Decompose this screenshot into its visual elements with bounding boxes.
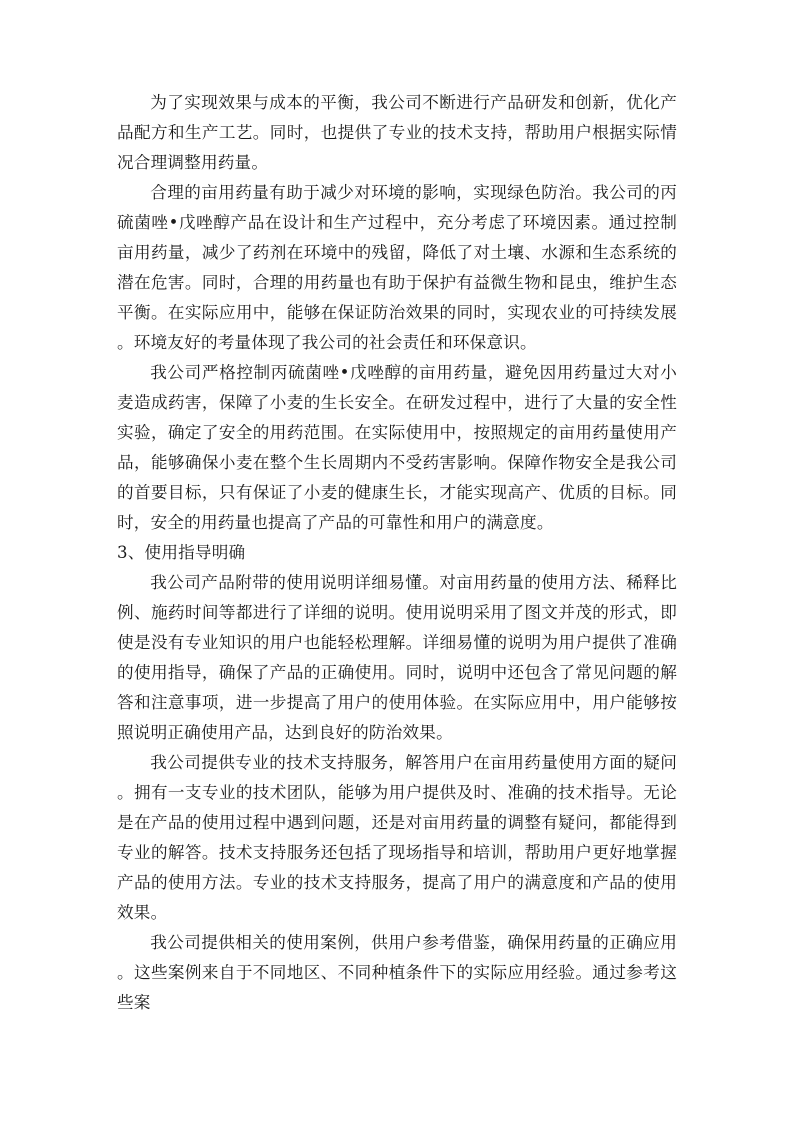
paragraph-instructions: 我公司产品附带的使用说明详细易懂。对亩用药量的使用方法、稀释比例、施药时间等都进行了详细的说明。使用说明采用了图文并茂的形式，即使是没有专业知识的用户也能轻松理解。详细易懂的说明为用户提供了准确的使用指导，确保了产品的正确使用。同时，说明中还包含了常见问题的解答和注意事项，进一步提高了用户的使用体验。在实际应用中，用户能够按照说明正确使用产品，达到良好的防治效果。 (117, 573, 677, 742)
paragraph-environment: 合理的亩用药量有助于减少对环境的影响，实现绿色防治。我公司的丙硫菌唑•戊唑醇产品在设计和生产过程中，充分考虑了环境因素。通过控制亩用药量，减少了药剂在环境中的残留，降低了对土壤、水源和生态系统的潜在危害。同时，合理的用药量也有助于保护有益微生物和昆虫，维护生态平衡。在实际应用中，能够在保证防治效果的同时，实现农业的可持续发展。环境友好的考量体现了我公司的社会责任和环保意识。 (117, 183, 677, 352)
paragraph-use-cases: 我公司提供相关的使用案例，供用户参考借鉴，确保用药量的正确应用。这些案例来自于不同地区、不同种植条件下的实际应用经验。通过参考这些案 (117, 933, 677, 1012)
document-page (117, 88, 677, 1018)
paragraph-cost-balance: 为了实现效果与成本的平衡，我公司不断进行产品研发和创新，优化产品配方和生产工艺。同时，也提供了专业的技术支持，帮助用户根据实际情况合理调整用药量。 (117, 93, 677, 172)
paragraph-crop-safety: 我公司严格控制丙硫菌唑•戊唑醇的亩用药量，避免因用药量过大对小麦造成药害，保障了小麦的生长安全。在研发过程中，进行了大量的安全性实验，确定了安全的用药范围。在实际使用中，按照规定的亩用药量使用产品，能够确保小麦在整个生长周期内不受药害影响。保障作物安全是我公司的首要目标，只有保证了小麦的健康生长，才能实现高产、优质的目标。同时，安全的用药量也提高了产品的可靠性和用户的满意度。 (117, 363, 677, 532)
section-heading-usage-guidance: 3、使用指导明确 (117, 543, 246, 562)
paragraph-tech-support: 我公司提供专业的技术支持服务，解答用户在亩用药量使用方面的疑问。拥有一支专业的技术团队，能够为用户提供及时、准确的技术指导。无论是在产品的使用过程中遇到问题，还是对亩用药量的调整有疑问，都能得到专业的解答。技术支持服务还包括了现场指导和培训，帮助用户更好地掌握产品的使用方法。专业的技术支持服务，提高了用户的满意度和产品的使用效果。 (117, 753, 677, 922)
